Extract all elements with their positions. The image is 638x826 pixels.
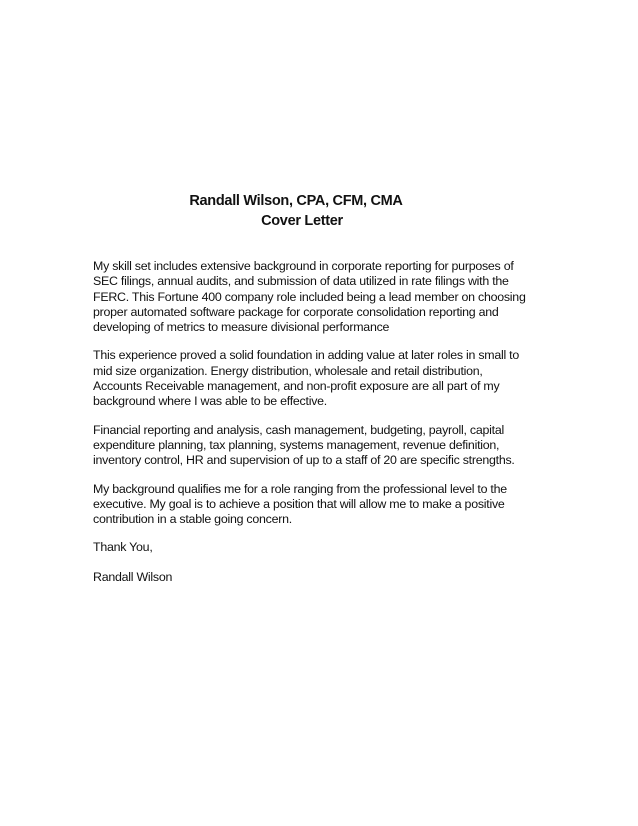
paragraph-experience xyxy=(93,348,543,409)
paragraph-skills xyxy=(93,259,543,335)
closing-salutation: Thank You, xyxy=(93,540,153,555)
paragraph-line: background where I was able to be effective. xyxy=(93,394,327,409)
author-name: Randall Wilson, CPA, CFM, CMA xyxy=(189,193,403,209)
paragraph-line: expenditure planning, tax planning, systems management, revenue definition, xyxy=(93,437,500,452)
signature: Randall Wilson xyxy=(93,569,173,584)
paragraph-line: My skill set includes extensive background in corporate reporting for purposes of xyxy=(93,259,514,273)
letter-body xyxy=(93,259,543,599)
paragraph-strengths xyxy=(93,423,543,469)
paragraph-line: developing of metrics to measure divisional performance xyxy=(93,320,390,335)
paragraph-line: Accounts Receivable management, and non-profit exposure are all part of my xyxy=(93,379,500,394)
paragraph-goal xyxy=(93,482,543,528)
letter-header xyxy=(0,191,638,231)
paragraph-line: FERC. This Fortune 400 company role included being a lead member on choosing xyxy=(93,289,526,304)
paragraph-line: This experience proved a solid foundation in adding value at later roles in small to xyxy=(93,348,520,363)
paragraph-line: proper automated software package for corporate consolidation reporting and xyxy=(93,304,499,319)
paragraph-line: Financial reporting and analysis, cash management, budgeting, payroll, capital xyxy=(93,422,504,437)
paragraph-line: contribution in a stable going concern. xyxy=(93,512,292,527)
document-title: Cover Letter xyxy=(261,213,343,229)
paragraph-line: mid size organization. Energy distribution, wholesale and retail distribution, xyxy=(93,363,483,378)
paragraph-line: SEC filings, annual audits, and submission of data utilized in rate filings with the xyxy=(93,274,509,289)
paragraph-line: executive. My goal is to achieve a position that will allow me to make a positive xyxy=(93,496,505,511)
paragraph-line: inventory control, HR and supervision of up to a staff of 20 are specific strengths. xyxy=(93,453,515,468)
paragraph-line: My background qualifies me for a role ranging from the professional level to the xyxy=(93,481,507,496)
